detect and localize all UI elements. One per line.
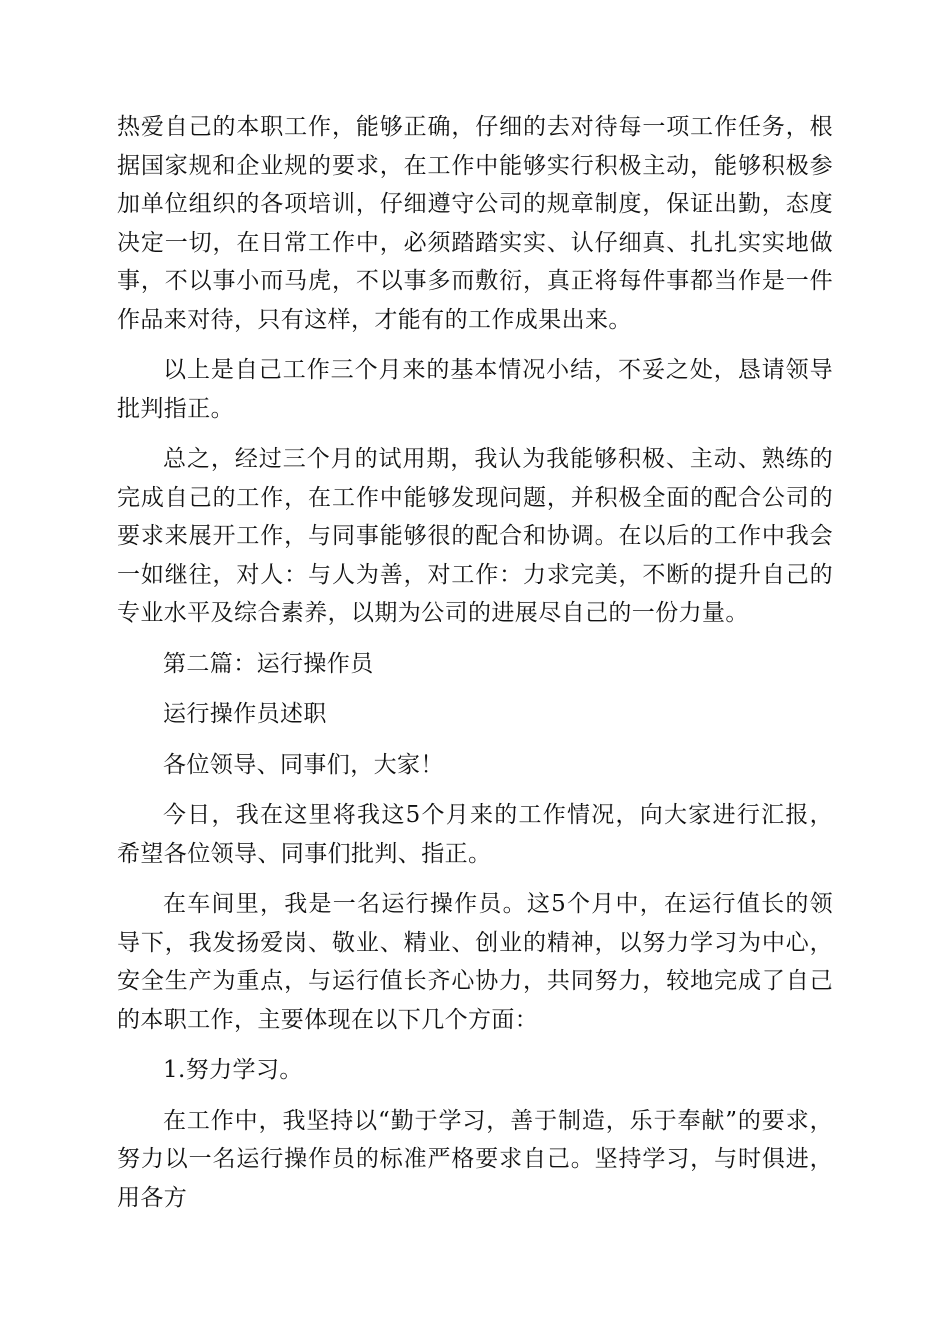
subsection-title: 运行操作员述职: [163, 701, 327, 727]
paragraph-2: 以上是自己工作三个月来的基本情况小结，不妥之处，恳请领导批判指正。: [117, 357, 833, 422]
paragraph-4: 今日，我在这里将我这5个月来的工作情况，向大家进行汇报，希望各位领导、同事们批判、指正。: [117, 802, 833, 867]
greeting: 各位领导、同事们，大家！: [163, 751, 444, 778]
paragraph-3: 总之，经过三个月的试用期，我认为我能够积极、主动、熟练的完成自己的工作，在工作中能够发现问题，并积极全面的配合公司的要求来展开工作，与同事能够很的配合和协调。在以后的工作中我会一如继往，对人：与人为善，对工作：力求完美，不断的提升自己的专业水平及综合素养，以期为公司的进展尽自己的一份力量。: [117, 446, 833, 626]
list-item-heading: 1.努力学习。: [163, 1057, 303, 1083]
section-heading: 第二篇：运行操作员: [163, 650, 374, 677]
document-body: [117, 108, 833, 1229]
paragraph-5: 在车间里，我是一名运行操作员。这5个月中，在运行值长的领导下，我发扬爱岗、敬业、精业、创业的精神，以努力学习为中心，安全生产为重点，与运行值长齐心协力，共同努力，较地完成了自己的本职工作，主要体现在以下几个方面：: [117, 891, 833, 1033]
paragraph-6: 在工作中，我坚持以“勤于学习，善于制造，乐于奉献”的要求，努力以一名运行操作员的标准严格要求自己。坚持学习，与时俱进，用各方: [117, 1107, 833, 1211]
paragraph-1: 热爱自己的本职工作，能够正确，仔细的去对待每一项工作任务，根据国家规和企业规的要求，在工作中能够实行积极主动，能够积极参加单位组织的各项培训，仔细遵守公司的规章制度，保证出勤，态度决定一切，在日常工作中，必须踏踏实实、认仔细真、扎扎实实地做事，不以事小而马虎，不以事多而敷衍，真正将每件事都当作是一件作品来对待，只有这样，才能有的工作成果出来。: [117, 114, 833, 333]
